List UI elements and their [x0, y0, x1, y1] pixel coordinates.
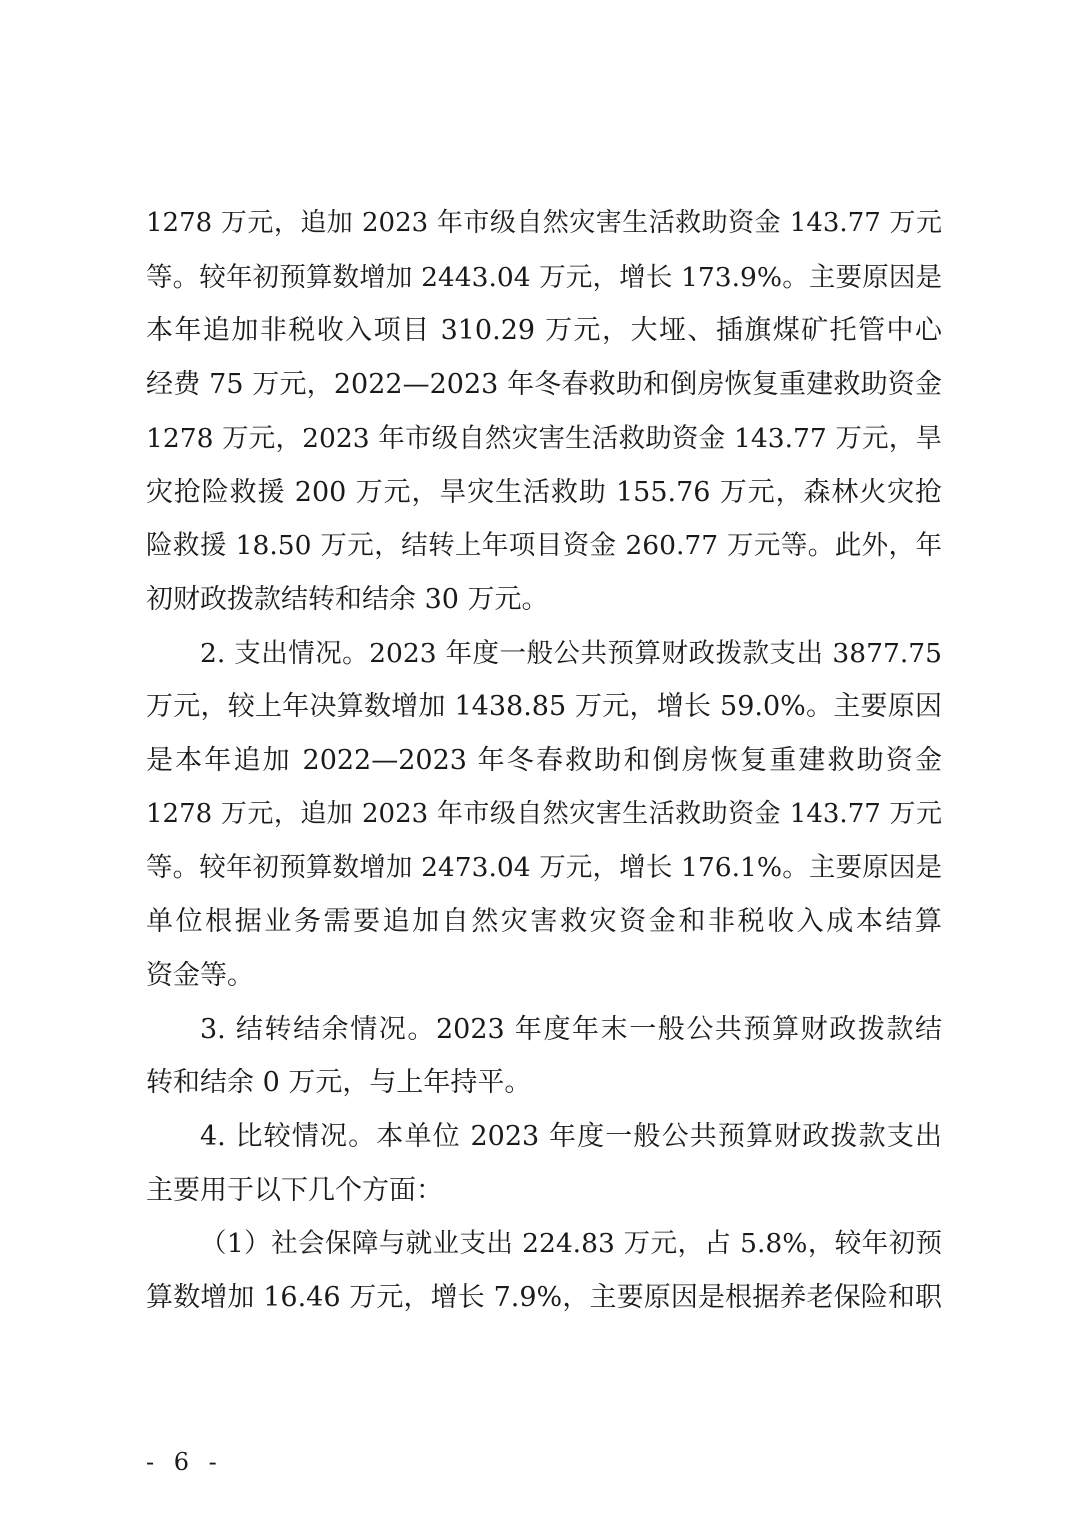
- text-line: 4. 比较情况。本单位 2023 年度一般公共预算财政拨款支出: [200, 1120, 942, 1152]
- text-line: 3. 结转结余情况。2023 年度年末一般公共预算财政拨款结: [200, 1013, 942, 1045]
- text-line: 2. 支出情况。2023 年度一般公共预算财政拨款支出 3877.75: [200, 637, 942, 669]
- text-line: 等。较年初预算数增加 2473.04 万元，增长 176.1%。主要原因是: [146, 852, 942, 884]
- page-number: - 6 -: [146, 1448, 223, 1476]
- text-line: 经费 75 万元，2022—2023 年冬春救助和倒房恢复重建救助资金: [146, 369, 942, 401]
- body-text: [146, 197, 942, 1325]
- text-line: 单位根据业务需要追加自然灾害救灾资金和非税收入成本结算: [146, 906, 942, 938]
- text-line: 1278 万元，追加 2023 年市级自然灾害生活救助资金 143.77 万元: [146, 798, 942, 829]
- text-line: 是本年追加 2022—2023 年冬春救助和倒房恢复重建救助资金: [146, 745, 942, 777]
- text-line: 初财政拨款结转和结余 30 万元。: [146, 583, 549, 615]
- text-line: 险救援 18.50 万元，结转上年项目资金 260.77 万元等。此外，年: [146, 530, 942, 562]
- text-line: 等。较年初预算数增加 2443.04 万元，增长 173.9%。主要原因是: [146, 261, 942, 293]
- text-line: 主要用于以下几个方面：: [146, 1174, 443, 1206]
- text-line: 资金等。: [146, 959, 254, 991]
- text-line: 万元，较上年决算数增加 1438.85 万元，增长 59.0%。主要原因: [146, 691, 942, 723]
- text-line: （1）社会保障与就业支出 224.83 万元，占 5.8%，较年初预: [200, 1228, 942, 1260]
- text-line: 1278 万元，追加 2023 年市级自然灾害生活救助资金 143.77 万元: [146, 208, 942, 238]
- text-line: 1278 万元，2023 年市级自然灾害生活救助资金 143.77 万元，旱: [146, 422, 942, 454]
- text-line: 本年追加非税收入项目 310.29 万元，大垭、插旗煤矿托管中心: [146, 315, 942, 347]
- text-line: 转和结余 0 万元，与上年持平。: [146, 1067, 532, 1099]
- text-line: 灾抢险救援 200 万元，旱灾生活救助 155.76 万元，森林火灾抢: [146, 476, 942, 508]
- text-line: 算数增加 16.46 万元，增长 7.9%，主要原因是根据养老保险和职: [146, 1282, 942, 1314]
